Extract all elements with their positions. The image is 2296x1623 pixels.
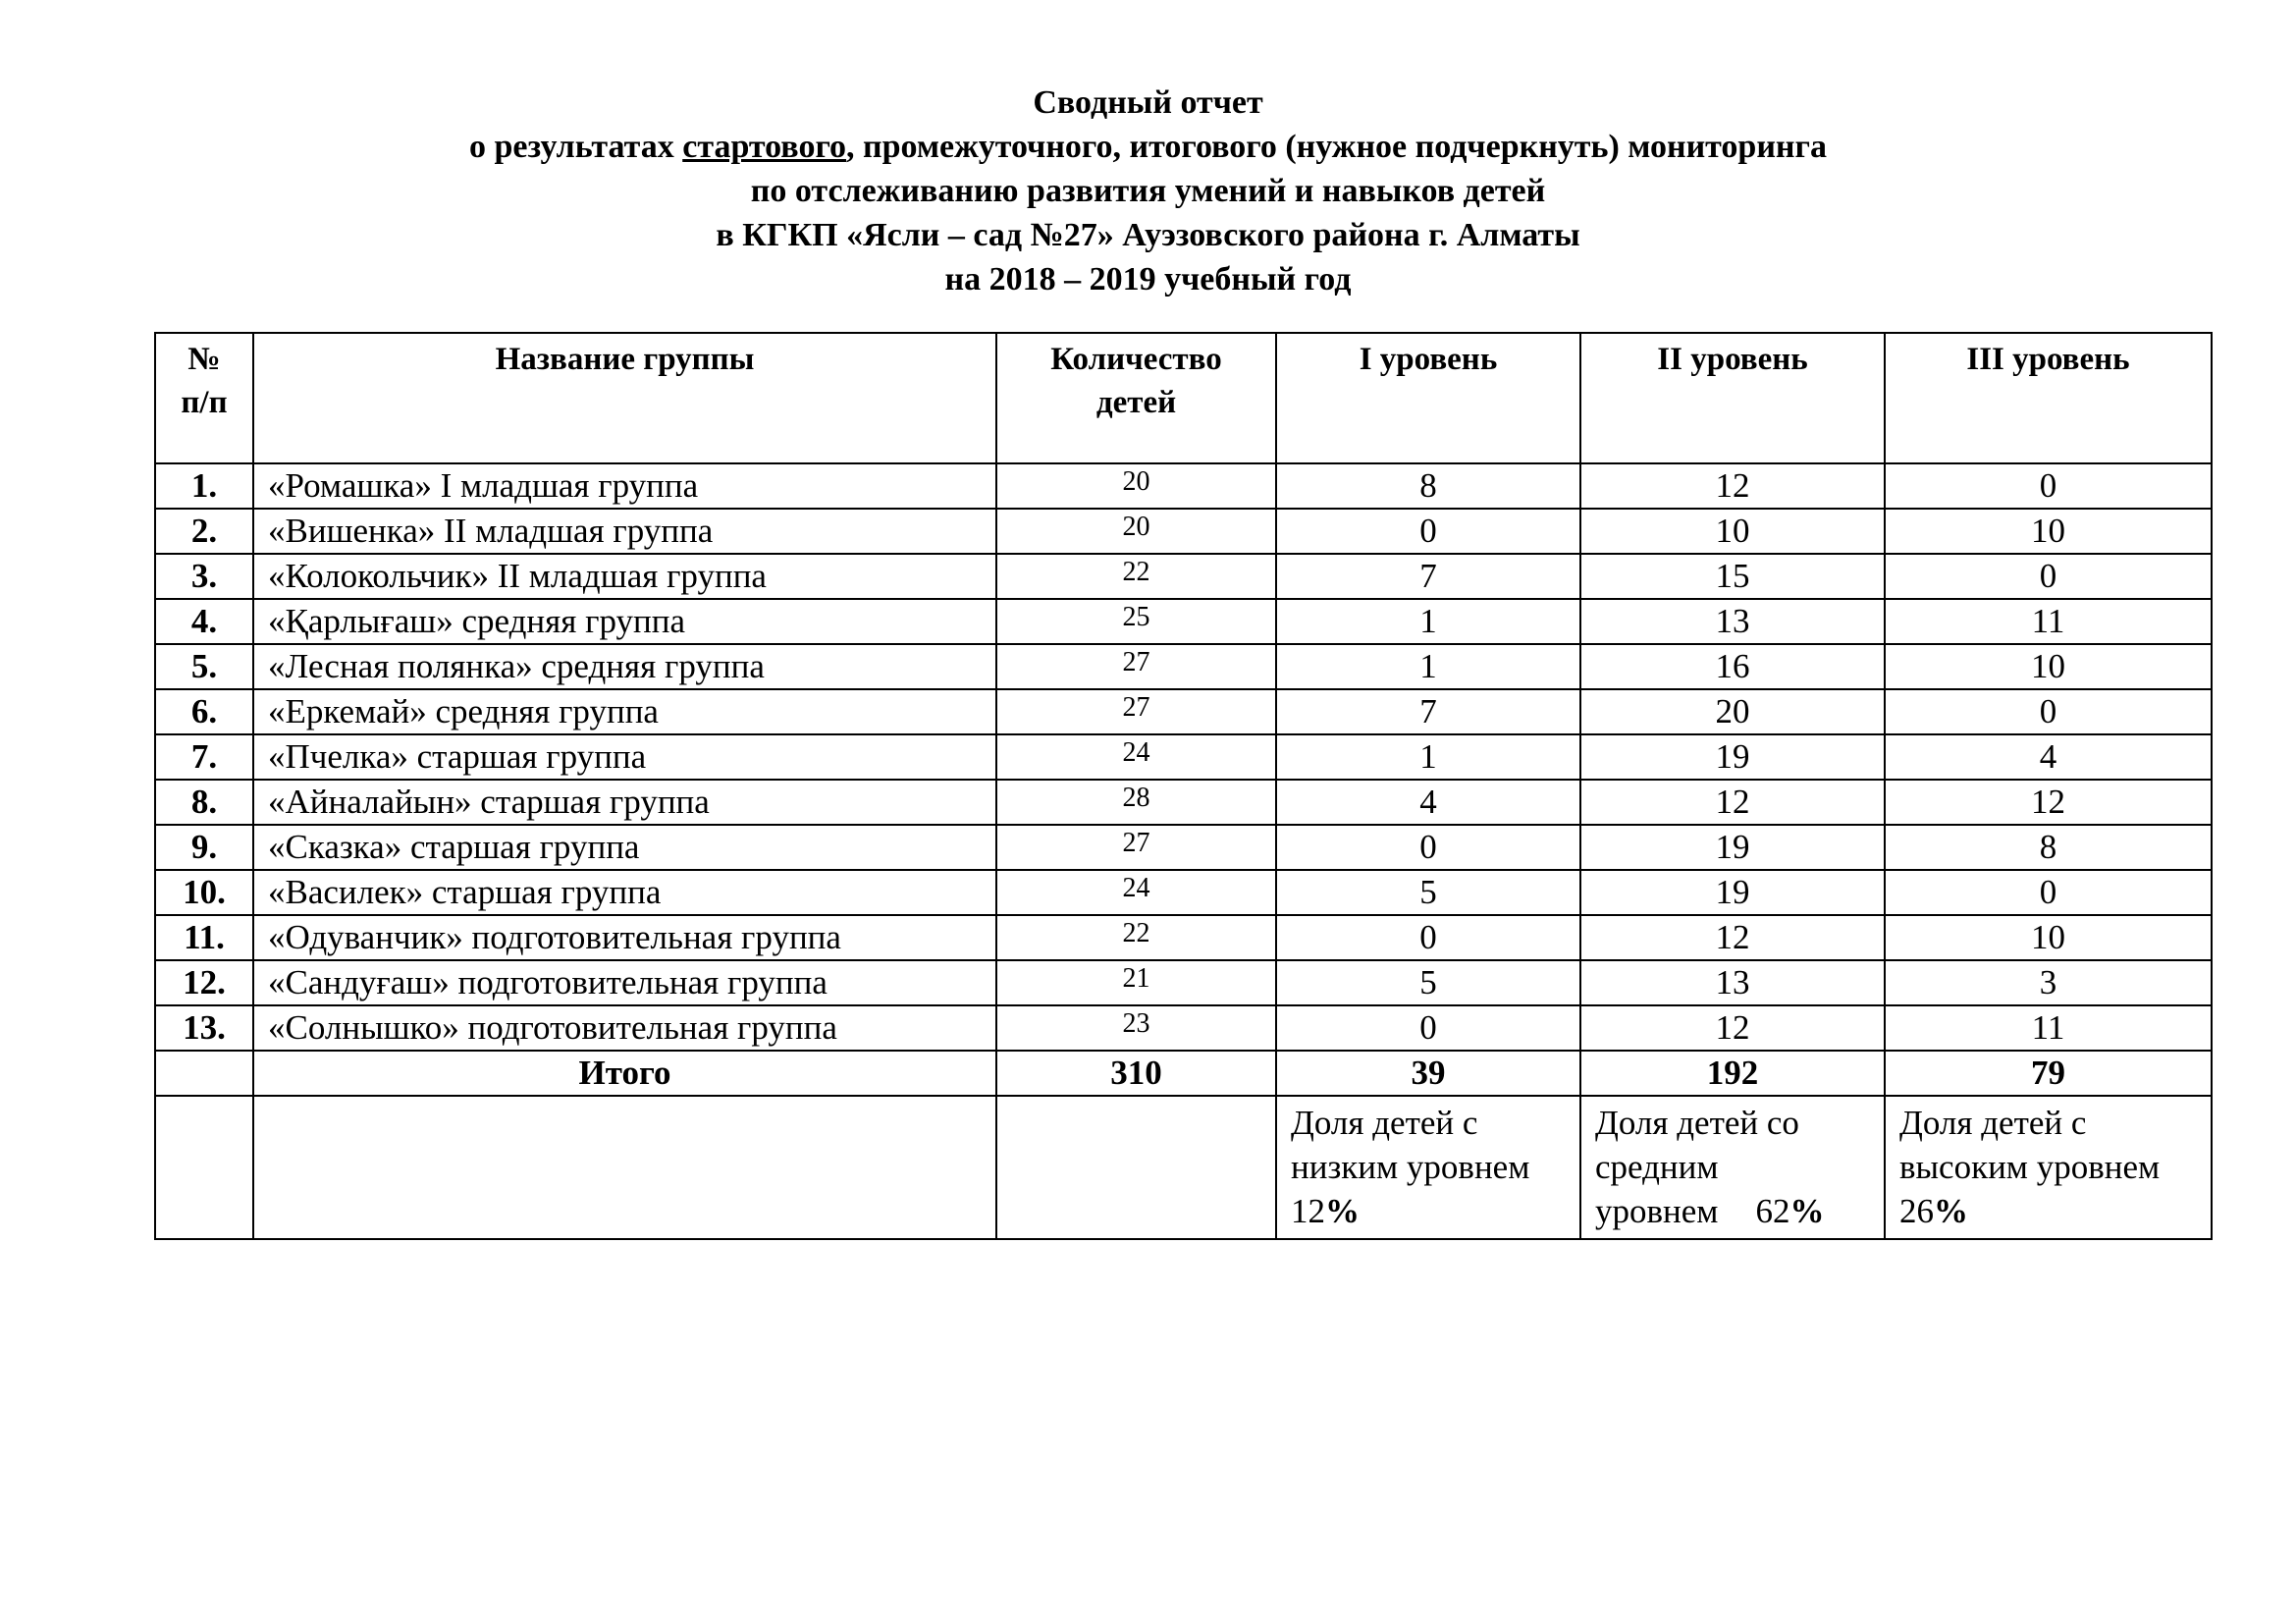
level-1-count: 4	[1276, 780, 1580, 825]
col-header-group-name: Название группы	[253, 333, 996, 463]
table-row	[155, 463, 2212, 509]
level-2-count: 13	[1580, 960, 1885, 1005]
col-header-number: № п/п	[155, 333, 253, 463]
row-number: 13.	[155, 1005, 253, 1051]
level-1-count: 7	[1276, 689, 1580, 734]
level-3-count: 12	[1885, 780, 2212, 825]
table-row	[155, 780, 2212, 825]
total-children-count: 310	[996, 1051, 1276, 1096]
table-row	[155, 870, 2212, 915]
report-line-3: по отслеживанию развития умений и навыков детей	[750, 173, 1546, 209]
children-count: 20	[996, 463, 1276, 509]
children-count: 22	[996, 915, 1276, 960]
results-table	[154, 332, 2213, 1240]
group-name: «Ромашка» I младшая группа	[253, 463, 996, 509]
level-2-count: 12	[1580, 780, 1885, 825]
children-count: 25	[996, 599, 1276, 644]
report-title: Сводный отчет	[1033, 84, 1263, 121]
group-name: «Сказка» старшая группа	[253, 825, 996, 870]
level-2-count: 19	[1580, 825, 1885, 870]
col-header-level-1: I уровень	[1276, 333, 1580, 463]
children-count: 24	[996, 734, 1276, 780]
level-3-count: 10	[1885, 644, 2212, 689]
group-name: «Вишенка» II младшая группа	[253, 509, 996, 554]
children-count: 28	[996, 780, 1276, 825]
table-body	[155, 463, 2212, 1239]
report-line-5: на 2018 – 2019 учебный год	[944, 261, 1352, 298]
level-2-count: 20	[1580, 689, 1885, 734]
share-row	[155, 1096, 2212, 1239]
children-count: 22	[996, 554, 1276, 599]
share-high-level: Доля детей с высоким уровнем 26%	[1885, 1096, 2212, 1239]
children-count: 27	[996, 825, 1276, 870]
share-low-value: 12	[1291, 1192, 1325, 1230]
level-1-count: 1	[1276, 734, 1580, 780]
row-number: 9.	[155, 825, 253, 870]
level-1-count: 0	[1276, 509, 1580, 554]
row-number: 12.	[155, 960, 253, 1005]
total-level-3: 79	[1885, 1051, 2212, 1096]
percent-sign: %	[1789, 1192, 1825, 1230]
level-1-count: 5	[1276, 960, 1580, 1005]
row-number: 7.	[155, 734, 253, 780]
level-1-count: 0	[1276, 825, 1580, 870]
level-3-count: 10	[1885, 509, 2212, 554]
children-count: 23	[996, 1005, 1276, 1051]
children-count: 24	[996, 870, 1276, 915]
level-1-count: 8	[1276, 463, 1580, 509]
group-name: «Колокольчик» II младшая группа	[253, 554, 996, 599]
report-subtitle	[0, 125, 2296, 169]
share-low-level: Доля детей с низким уровнем 12%	[1276, 1096, 1580, 1239]
total-level-1: 39	[1276, 1051, 1580, 1096]
level-2-count: 13	[1580, 599, 1885, 644]
children-count: 27	[996, 689, 1276, 734]
level-3-count: 0	[1885, 689, 2212, 734]
level-2-count: 12	[1580, 463, 1885, 509]
row-number: 4.	[155, 599, 253, 644]
level-2-count: 10	[1580, 509, 1885, 554]
table-row	[155, 554, 2212, 599]
group-name: «Сандуғаш» подготовительная группа	[253, 960, 996, 1005]
level-3-count: 3	[1885, 960, 2212, 1005]
col-header-level-2: II уровень	[1580, 333, 1885, 463]
share-mid-level: Доля детей со средним уровнем 62%	[1580, 1096, 1885, 1239]
table-row	[155, 915, 2212, 960]
row-number: 10.	[155, 870, 253, 915]
group-name: «Лесная полянка» средняя группа	[253, 644, 996, 689]
level-3-count: 0	[1885, 870, 2212, 915]
table-row	[155, 960, 2212, 1005]
row-number: 3.	[155, 554, 253, 599]
row-number: 2.	[155, 509, 253, 554]
total-label: Итого	[253, 1051, 996, 1096]
share-empty-cell-3	[996, 1096, 1276, 1239]
total-empty-cell	[155, 1051, 253, 1096]
table-row	[155, 644, 2212, 689]
table-row	[155, 689, 2212, 734]
report-header	[0, 81, 2296, 301]
group-name: «Еркемай» средняя группа	[253, 689, 996, 734]
row-number: 8.	[155, 780, 253, 825]
table-row	[155, 1005, 2212, 1051]
subtitle-suffix: , промежуточного, итогового (нужное подчеркнуть) мониторинга	[846, 129, 1827, 165]
children-count: 21	[996, 960, 1276, 1005]
level-1-count: 1	[1276, 644, 1580, 689]
table-row	[155, 599, 2212, 644]
level-3-count: 11	[1885, 599, 2212, 644]
row-number: 1.	[155, 463, 253, 509]
percent-sign: %	[1934, 1192, 1968, 1230]
group-name: «Қарлығаш» средняя группа	[253, 599, 996, 644]
level-3-count: 0	[1885, 463, 2212, 509]
share-high-value: 26	[1899, 1192, 1934, 1230]
level-1-count: 0	[1276, 915, 1580, 960]
total-row	[155, 1051, 2212, 1096]
share-empty-cell-2	[253, 1096, 996, 1239]
subtitle-prefix: о результатах	[469, 129, 683, 165]
level-1-count: 5	[1276, 870, 1580, 915]
group-name: «Солнышко» подготовительная группа	[253, 1005, 996, 1051]
level-3-count: 0	[1885, 554, 2212, 599]
report-line-4: в КГКП «Ясли – сад №27» Ауэзовского района г. Алматы	[716, 217, 1580, 253]
group-name: «Одуванчик» подготовительная группа	[253, 915, 996, 960]
level-3-count: 8	[1885, 825, 2212, 870]
table-header-row	[155, 333, 2212, 463]
level-2-count: 12	[1580, 1005, 1885, 1051]
level-1-count: 7	[1276, 554, 1580, 599]
group-name: «Пчелка» старшая группа	[253, 734, 996, 780]
group-name: «Айналайын» старшая группа	[253, 780, 996, 825]
level-3-count: 10	[1885, 915, 2212, 960]
level-2-count: 16	[1580, 644, 1885, 689]
level-2-count: 12	[1580, 915, 1885, 960]
row-number: 11.	[155, 915, 253, 960]
table-row	[155, 825, 2212, 870]
table-row	[155, 734, 2212, 780]
children-count: 20	[996, 509, 1276, 554]
subtitle-underlined-option: стартового	[682, 129, 847, 165]
total-level-2: 192	[1580, 1051, 1885, 1096]
level-2-count: 15	[1580, 554, 1885, 599]
level-2-count: 19	[1580, 870, 1885, 915]
level-1-count: 0	[1276, 1005, 1580, 1051]
percent-sign: %	[1325, 1192, 1360, 1230]
children-count: 27	[996, 644, 1276, 689]
share-empty-cell-1	[155, 1096, 253, 1239]
level-3-count: 4	[1885, 734, 2212, 780]
level-2-count: 19	[1580, 734, 1885, 780]
col-header-level-3: III уровень	[1885, 333, 2212, 463]
group-name: «Василек» старшая группа	[253, 870, 996, 915]
table-row	[155, 509, 2212, 554]
share-mid-value: 62	[1755, 1192, 1790, 1230]
col-header-children-count: Количество детей	[996, 333, 1276, 463]
level-1-count: 1	[1276, 599, 1580, 644]
row-number: 5.	[155, 644, 253, 689]
row-number: 6.	[155, 689, 253, 734]
level-3-count: 11	[1885, 1005, 2212, 1051]
